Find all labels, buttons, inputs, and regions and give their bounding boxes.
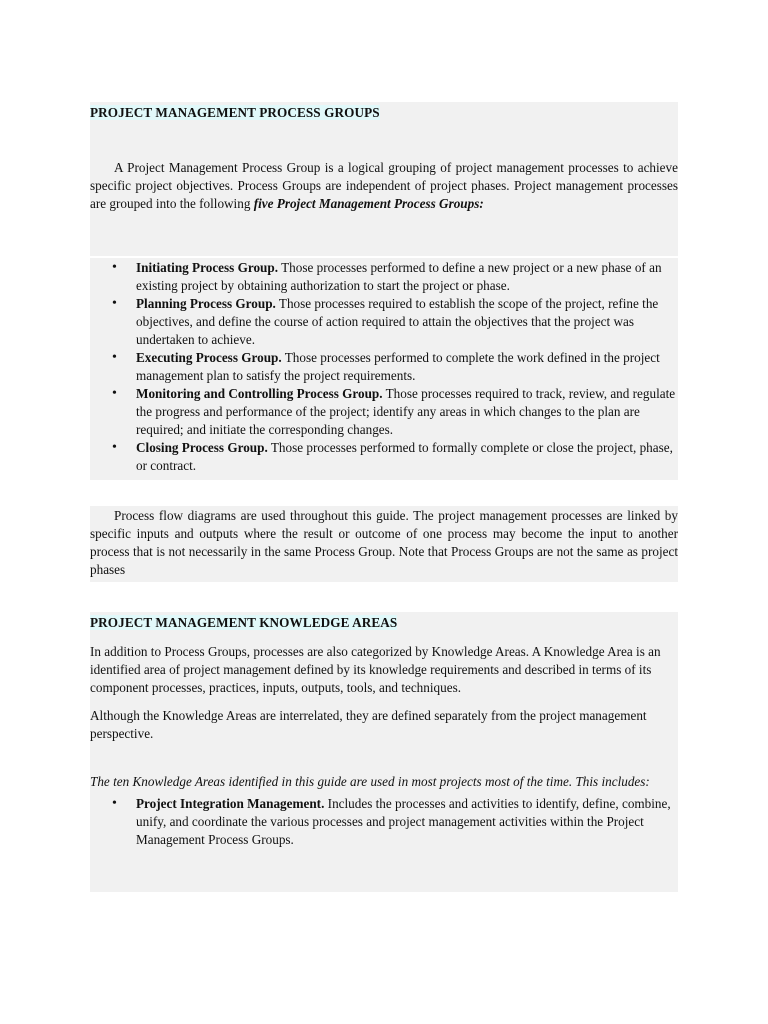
- list-item: [90, 259, 678, 295]
- process-groups-list: [90, 258, 678, 475]
- process-flow-paragraph: Process flow diagrams are used throughout this guide. The project management processes are linked by specific inputs and outputs where the result or outcome of one process may become the input to another process that is not necessarily in the same Process Group. Note that Process Groups are not the same as project phases: [90, 508, 678, 577]
- item-text: Those processes performed to define a new project or a new phase of an existing project by obtaining authorization to start the project or phase.: [136, 260, 662, 293]
- list-item: [90, 349, 678, 385]
- knowledge-areas-block: [90, 612, 678, 892]
- list-item: [90, 795, 678, 849]
- knowledge-areas-paragraph-2: Although the Knowledge Areas are interrelated, they are defined separately from the project management perspective.: [90, 708, 647, 741]
- list-item: [90, 385, 678, 439]
- item-text: Those processes performed to complete the work defined in the project management plan to satisfy the project requirements.: [136, 350, 660, 383]
- process-groups-heading: PROJECT MANAGEMENT PROCESS GROUPS: [90, 105, 380, 120]
- item-lead: Initiating Process Group.: [136, 260, 279, 275]
- list-item: [90, 439, 678, 475]
- intro-text: A Project Management Process Group is a logical grouping of project management processes to achieve specific project objectives. Process Groups are independent of project phases. Project management processes are grouped into the following: [90, 160, 678, 211]
- knowledge-areas-list: [90, 795, 678, 849]
- item-text: Those processes required to establish the scope of the project, refine the objectives, and define the course of action required to attain the objectives that the project was undertaken to achieve.: [136, 296, 659, 347]
- item-text: Includes the processes and activities to identify, define, combine, unify, and coordinate the various processes and project management activities within the Project Management Process Groups.: [136, 796, 671, 847]
- item-lead: Planning Process Group.: [136, 296, 276, 311]
- intro-emphasis: five Project Management Process Groups:: [253, 196, 484, 211]
- process-groups-list-block: [90, 258, 678, 480]
- knowledge-areas-italic-paragraph: The ten Knowledge Areas identified in this guide are used in most projects most of the time. This includes:: [90, 774, 650, 789]
- item-text: Those processes performed to formally complete or close the project, phase, or contract.: [136, 440, 673, 473]
- item-text: Those processes required to track, review, and regulate the progress and performance of the project; identify any areas in which changes to the plan are required; and initiate the corresponding changes.: [136, 386, 676, 437]
- item-lead: Project Integration Management.: [136, 796, 325, 811]
- knowledge-areas-heading: PROJECT MANAGEMENT KNOWLEDGE AREAS: [90, 615, 398, 630]
- list-item: [90, 295, 678, 349]
- process-flow-block: [90, 506, 678, 582]
- process-groups-intro-block: [90, 102, 678, 256]
- knowledge-areas-paragraph-1: In addition to Process Groups, processes are also categorized by Knowledge Areas. A Knowledge Area is an identified area of project management defined by its knowledge requirements and described in terms of its component processes, practices, inputs, outputs, tools, and techniques.: [90, 644, 661, 695]
- item-lead: Executing Process Group.: [136, 350, 282, 365]
- item-lead: Closing Process Group.: [136, 440, 268, 455]
- item-lead: Monitoring and Controlling Process Group.: [136, 386, 383, 401]
- process-groups-intro-paragraph: [90, 159, 678, 213]
